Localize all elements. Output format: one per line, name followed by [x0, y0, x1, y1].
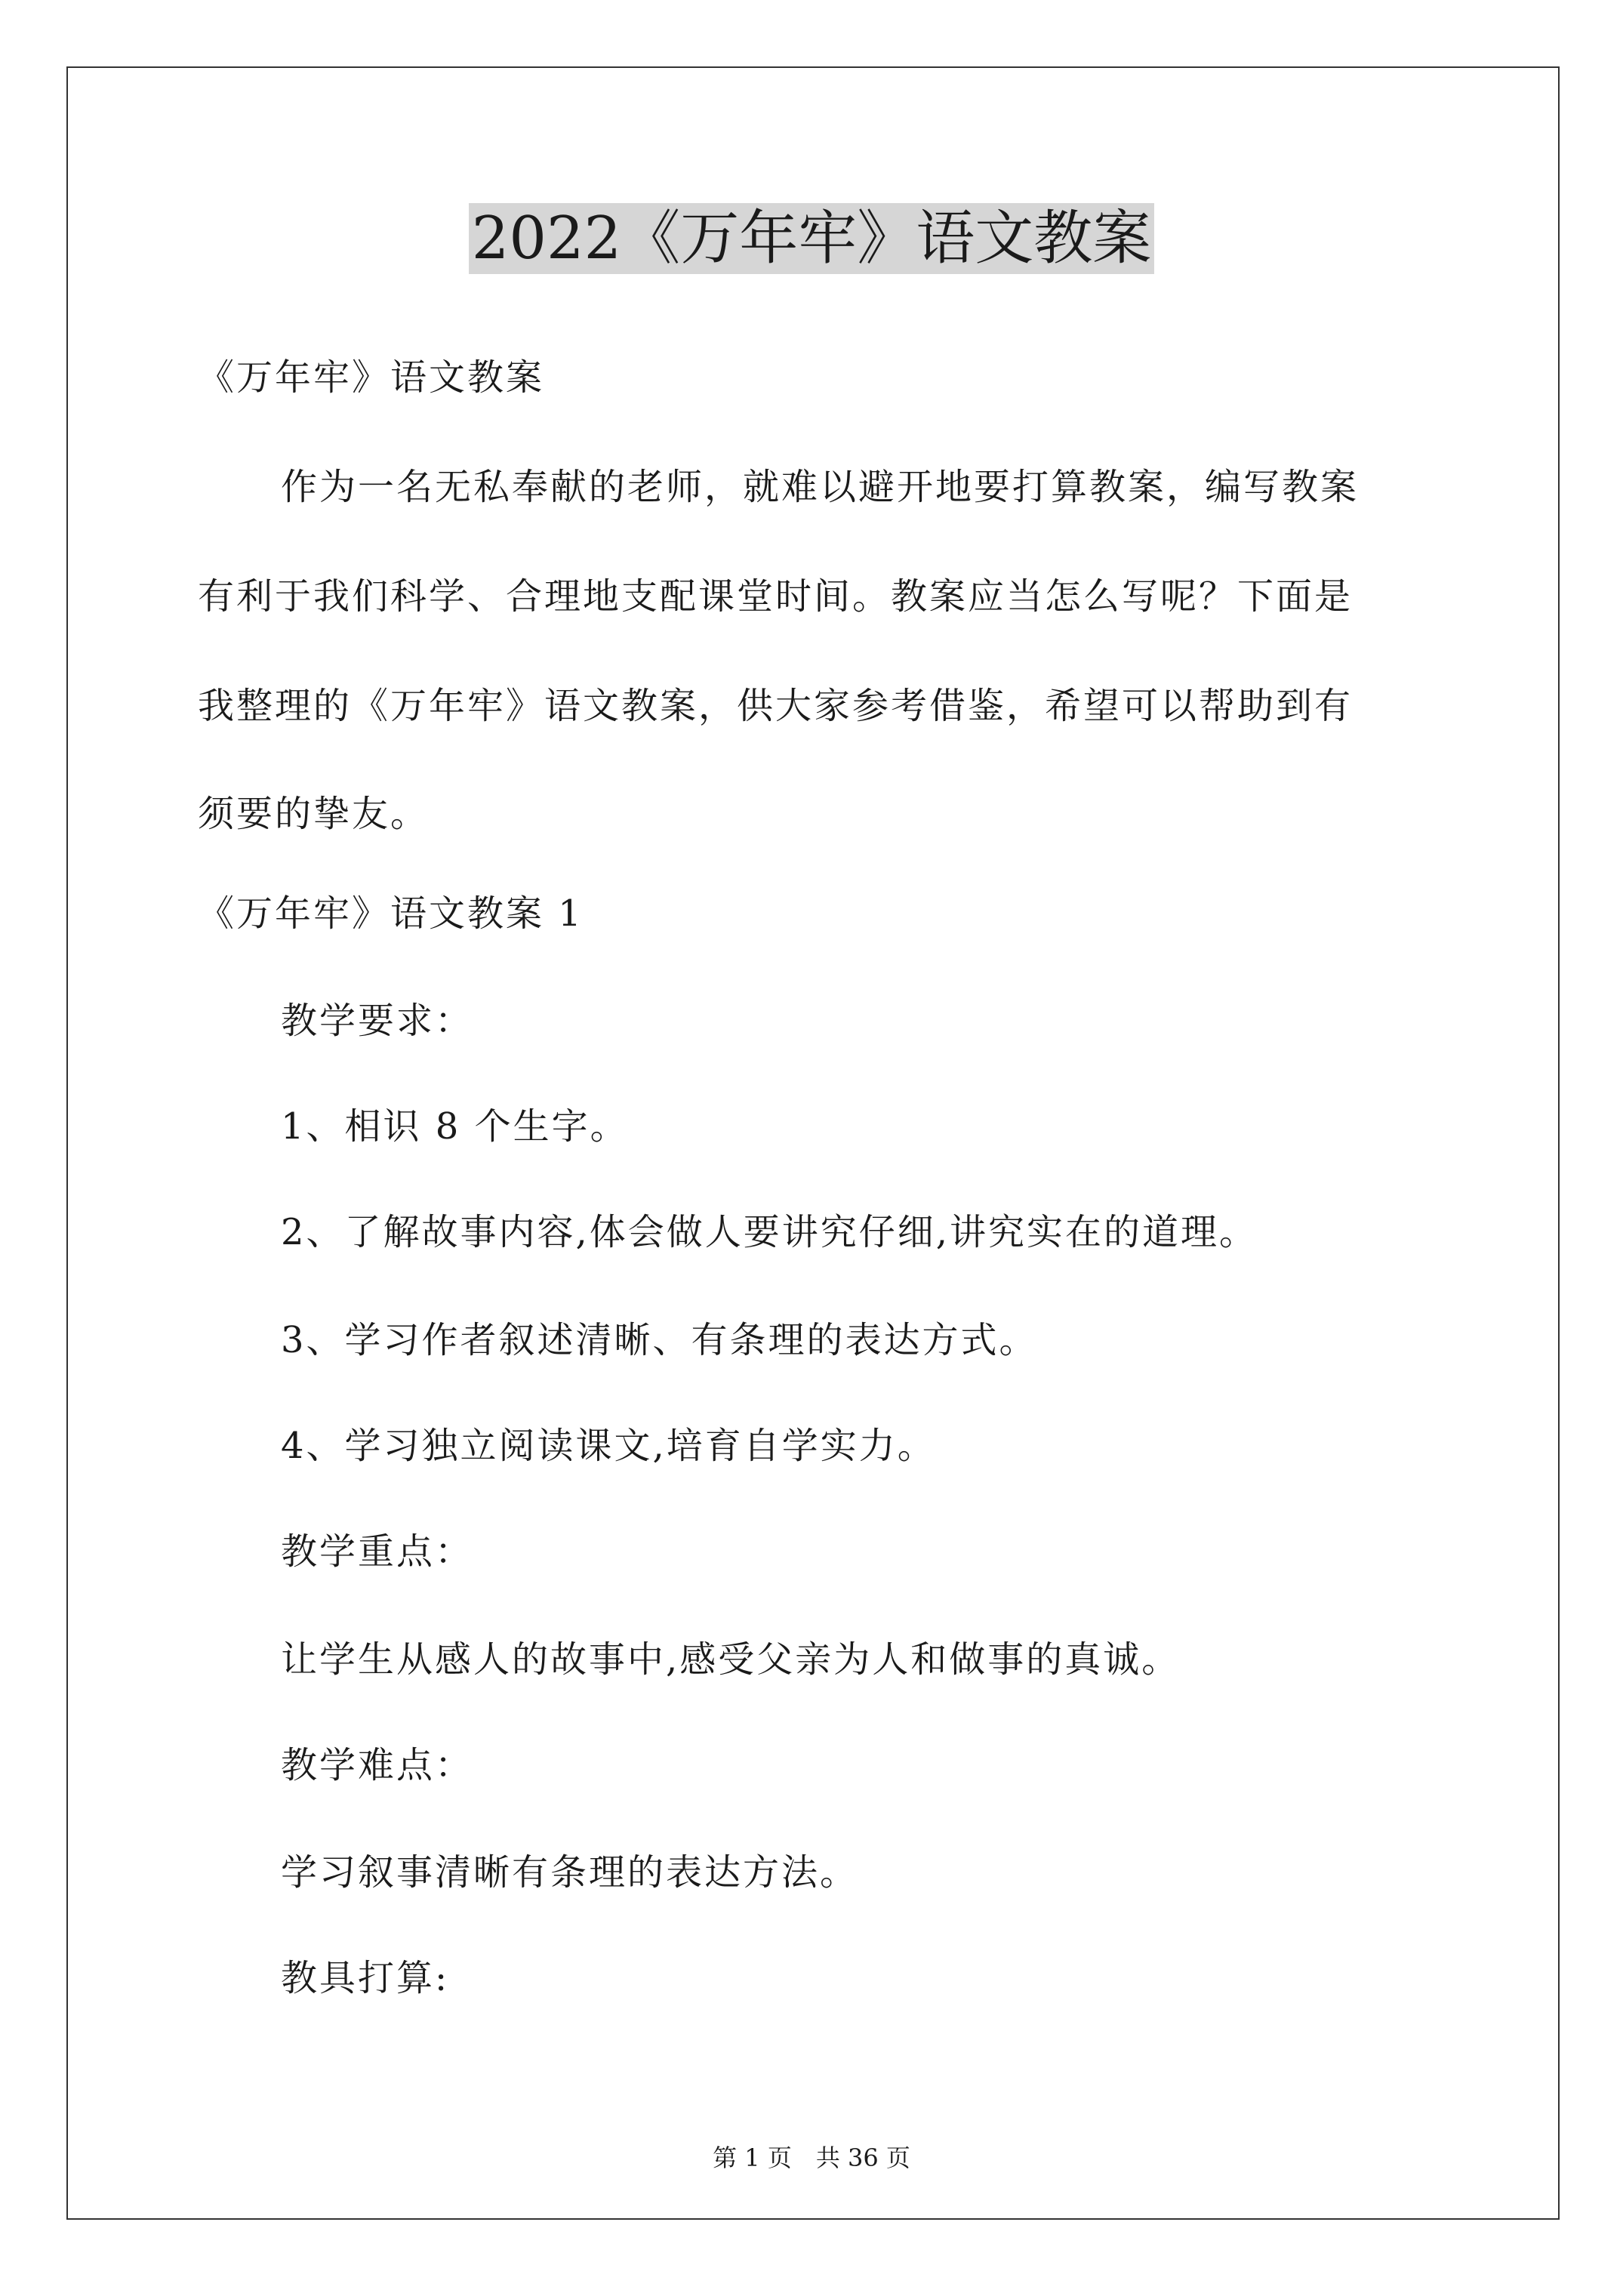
text-line: 学习叙事清晰有条理的表达方法。 — [281, 1851, 859, 1894]
text-line: 《万年牢》语文教案 — [198, 356, 545, 399]
text-line: 让学生从感人的故事中,感受父亲为人和做事的真诚。 — [281, 1638, 1181, 1681]
page-footer: 第 1 页 共 36 页 — [713, 2143, 910, 2172]
text-line: 4、学习独立阅读课文,培育自学实力。 — [281, 1425, 936, 1467]
text-line: 1、相识 8 个生字。 — [281, 1105, 629, 1148]
text-line: 教学难点： — [281, 1744, 474, 1786]
text-line: 须要的挚友。 — [198, 793, 430, 835]
text-line: 我整理的《万年牢》语文教案，供大家参考借鉴，希望可以帮助到有 — [198, 685, 1354, 727]
text-line: 有利于我们科学、合理地支配课堂时间。教案应当怎么写呢？下面是 — [198, 575, 1354, 618]
text-line: 教学要求： — [281, 1000, 474, 1042]
text-line: 教学重点： — [281, 1530, 474, 1573]
text-line: 教具打算: — [281, 1957, 450, 1999]
document-title — [0, 201, 1623, 276]
document-title-text: 2022《万年牢》语文教案 — [469, 203, 1155, 274]
text-line: 3、学习作者叙述清晰、有条理的表达方式。 — [281, 1319, 1038, 1361]
text-line: 2、了解故事内容,体会做人要讲究仔细,讲究实在的道理。 — [281, 1211, 1258, 1253]
section-heading: 《万年牢》语文教案 1 — [198, 892, 584, 935]
text-line: 作为一名无私奉献的老师，就难以避开地要打算教案，编写教案 — [281, 466, 1360, 508]
